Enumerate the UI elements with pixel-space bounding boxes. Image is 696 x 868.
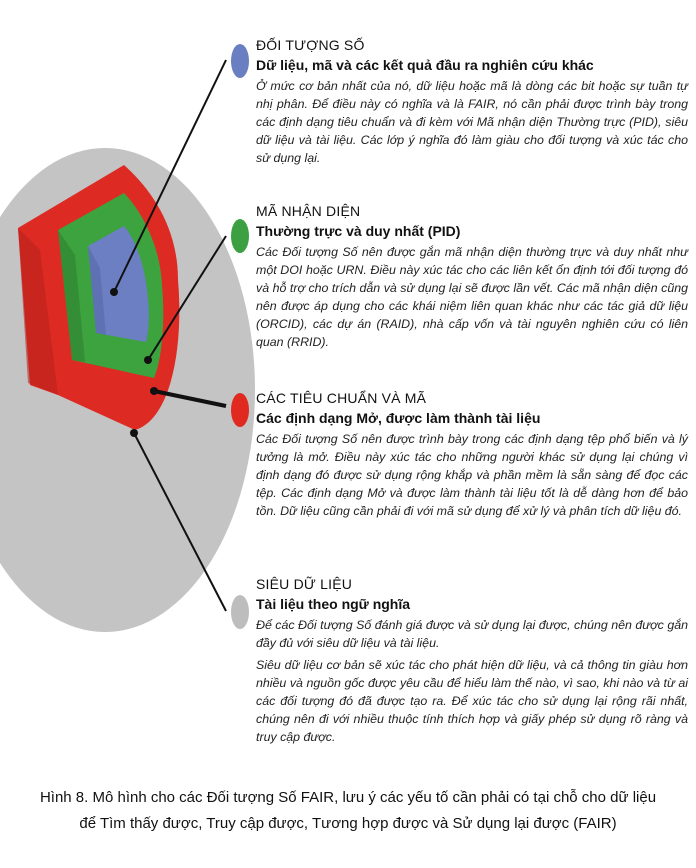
section-metadata <box>256 576 688 750</box>
digital-object-key-dot <box>231 44 249 78</box>
connector-dot <box>110 288 118 296</box>
connector-dot <box>144 356 152 364</box>
caption-line-2: để Tìm thấy được, Truy cập được, Tương hợp được và Sử dụng lại được (FAIR) <box>79 815 617 832</box>
category-label: SIÊU DỮ LIỆU <box>256 576 353 592</box>
section-text: Để các Đối tượng Số đánh giá được và sử dụng lại được, chúng nên được gắn đầy đủ với siêu dữ liệu và tài liệu. <box>256 618 688 650</box>
connector-dot <box>130 429 138 437</box>
section-heading: Tài liệu theo ngữ nghĩa <box>256 596 411 612</box>
section-digital-object <box>256 37 688 171</box>
section-standards <box>256 390 688 524</box>
section-heading: Thường trực và duy nhất (PID) <box>256 223 461 239</box>
section-text: Các Đối tượng Số nên được gắn mã nhận diện thường trực và duy nhất như một DOI hoặc URN. Điều này xúc tác cho các liên kết ổn định tới đối tượng đó và hỗ trợ cho trích dẫn và sử dụng lại sẽ được lần vết. Các mã nhận diện cũng nên được áp dụng cho các khái niệm liên quan khác như các tác giả dữ liệu (ORCID), các dự án (RAID), nhà cấp vốn và tài nguyên nghiên cứu có liên quan (RRID). <box>256 245 688 349</box>
caption-line-1: Hình 8. Mô hình cho các Đối tượng Số FAIR, lưu ý các yếu tố cần phải có tại chỗ cho dữ liệu <box>39 789 657 806</box>
section-text: Siêu dữ liệu cơ bản sẽ xúc tác cho phát hiện dữ liệu, và cả thông tin giàu hơn nhiều và nguồn gốc được yêu cầu để hiểu làm thế nào, vì sao, khi nào và từ ai các đối tượng đó đã được tạo ra. Để xúc tác cho sử dụng lại rộng rãi nhất, chúng nên đi với nhiều thuộc tính thích hợp và giấy phép sử dụng rõ ràng và truy cập được. <box>256 658 688 744</box>
category-label: ĐỐI TƯỢNG SỐ <box>256 37 365 53</box>
section-heading: Dữ liệu, mã và các kết quả đầu ra nghiên cứu khác <box>256 57 594 73</box>
section-identifier <box>256 203 688 355</box>
category-label: MÃ NHẬN DIỆN <box>256 203 361 219</box>
identifier-key-dot <box>231 219 249 253</box>
connector-dot <box>150 387 158 395</box>
metadata-key-dot <box>231 595 249 629</box>
section-text: Ở mức cơ bản nhất của nó, dữ liệu hoặc mã là dòng các bit hoặc sự tuần tự nhị phân. Để điều này có nghĩa và là FAIR, nó cần phải được trình bày trong các định dạng tiêu chuẩn và đi kèm với Mã nhận diện Thường trực (PID), siêu dữ liệu và tài liệu. Các lớp ý nghĩa đó làm giàu cho đối tượng và xúc tác cho sử dụng lại. <box>256 79 688 165</box>
standards-key-dot <box>231 393 249 427</box>
category-label: CÁC TIÊU CHUẨN VÀ MÃ <box>256 390 427 406</box>
figure-caption <box>0 785 696 837</box>
section-heading: Các định dạng Mở, được làm thành tài liệu <box>256 410 541 426</box>
section-text: Các Đối tượng Số nên được trình bày trong các định dạng tệp phổ biến và lý tưởng là mở. Điều này xúc tác cho những người khác sử dụng lại chúng vì định dạng đó được sử dụng rộng khắp và phần mềm là sẵn sàng để đọc các tệp. Các định dạng Mở và được làm thành tài liệu tốt là dễ dàng hơn để bảo tồn. Dữ liệu cũng cần phải đi với mã sử dụng để xử lý và phân tích dữ liệu đó. <box>256 432 688 518</box>
